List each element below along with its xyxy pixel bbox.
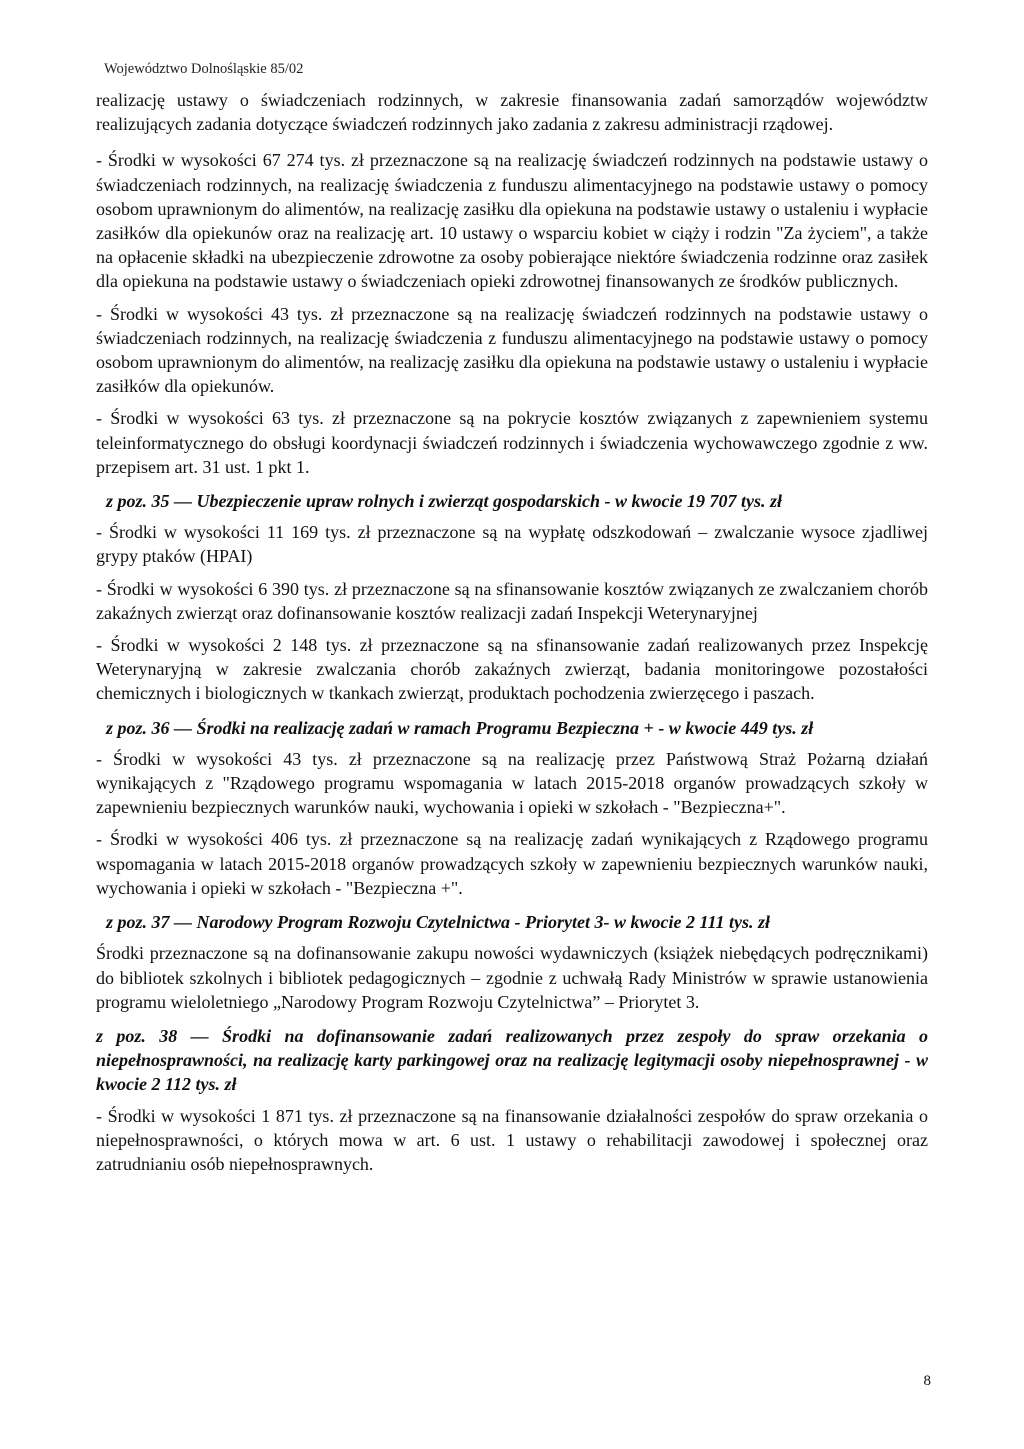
paragraph-funds-63: - Środki w wysokości 63 tys. zł przeznaczone są na pokrycie kosztów związanych z zapewnieniem systemu teleinformatycznego do obsługi koordynacji świadczeń rodzinnych i świadczenia wychowawczego zgodnie z ww. przepisem art. 31 ust. 1 pkt 1. [96,408,928,477]
paragraph-funds-67274: - Środki w wysokości 67 274 tys. zł przeznaczone są na realizację świadczeń rodzinnych na podstawie ustawy o świadczeniach rodzinnych, na realizację świadczenia z funduszu alimentacyjnego na podstawie ustawy o pomocy osobom uprawnionym do alimentów, na realizację zasiłku dla opiekuna na podstawie ustawy o ustaleniu i wypłacie zasiłków dla opiekunów oraz na realizację art. 10 ustawy o wsparciu kobiet w ciąży i rodzin "Za życiem", a także na opłacenie składki na ubezpieczenie zdrowotne za osoby pobierające niektóre świadczenia rodzinne oraz zasiłek dla opiekuna na podstawie ustawy o świadczeniach opieki zdrowotnej finansowanych ze środków publicznych. [96,150,928,292]
paragraph-reading-program: Środki przeznaczone są na dofinansowanie zakupu nowości wydawniczych (książek niebędących podręcznikami) do bibliotek szkolnych i bibliotek pedagogicznych – zgodnie z uchwałą Rady Ministrów w sprawie ustanowienia programu wieloletniego „Narodowy Program Rozwoju Czytelnictwa” – Priorytet 3. [96,943,928,1012]
paragraph-funds-11169: - Środki w wysokości 11 169 tys. zł przeznaczone są na wypłatę odszkodowań – zwalczanie wysoce zjadliwej grypy ptaków (HPAI) [96,522,928,567]
section-heading-37: z poz. 37 — Narodowy Program Rozwoju Czytelnictwa - Priorytet 3- w kwocie 2 111 tys. zł [106,912,771,933]
paragraph-funds-1871: - Środki w wysokości 1 871 tys. zł przeznaczone są na finansowanie działalności zespołów do spraw orzekania o niepełnosprawności, o których mowa w art. 6 ust. 1 ustawy o rehabilitacji zawodowej i społecznej oraz zatrudnianiu osób niepełnosprawnych. [96,1105,928,1174]
paragraph-funds-6390: - Środki w wysokości 6 390 tys. zł przeznaczone są na sfinansowanie kosztów związanych ze zwalczaniem chorób zakaźnych zwierząt oraz dofinansowanie kosztów realizacji zadań Inspekcji Weterynaryjnej [96,578,928,623]
document-body [96,88,928,1184]
paragraph-intro: realizację ustawy o świadczeniach rodzinnych, w zakresie finansowania zadań samorządów województw realizujących zadania dotyczące świadczeń rodzinnych jako zadania z zakresu administracji rządowej. [96,90,928,135]
paragraph-funds-2148: - Środki w wysokości 2 148 tys. zł przeznaczone są na sfinansowanie zadań realizowanych przez Inspekcję Weterynaryjną w zakresie zwalczania chorób zakaźnych zwierząt, badania monitoringowe pozostałości chemicznych i biologicznych w tkankach zwierząt, produktach pochodzenia zwierzęcego i paszach. [96,635,928,704]
paragraph-funds-43-family: - Środki w wysokości 43 tys. zł przeznaczone są na realizację świadczeń rodzinnych na podstawie ustawy o świadczeniach rodzinnych, na realizację świadczenia z funduszu alimentacyjnego na podstawie ustawy o pomocy osobom uprawnionym do alimentów, na realizację zasiłku dla opiekuna na podstawie ustawy o ustaleniu i wypłacie zasiłków dla opiekunów. [96,303,928,397]
paragraph-funds-406: - Środki w wysokości 406 tys. zł przeznaczone są na realizację zadań wynikających z Rządowego programu wspomagania w latach 2015-2018 organów prowadzących szkoły w zapewnieniu bezpiecznych warunków nauki, wychowania i opieki w szkołach - "Bezpieczna +". [96,829,928,898]
section-heading-35: z poz. 35 — Ubezpieczenie upraw rolnych i zwierząt gospodarskich - w kwocie 19 707 tys. zł [106,491,783,512]
section-heading-38: z poz. 38 — Środki na dofinansowanie zadań realizowanych przez zespoły do spraw orzekania o niepełnosprawności, na realizację karty parkingowej oraz na realizację legitymacji osoby niepełnosprawnej - w kwocie 2 112 tys. zł [96,1025,928,1095]
section-heading-36: z poz. 36 — Środki na realizację zadań w ramach Programu Bezpieczna + - w kwocie 449 tys. zł [106,717,814,738]
page-header: Województwo Dolnośląskie 85/02 [104,61,304,77]
page-number: 8 [923,1373,931,1389]
paragraph-funds-43-fire: - Środki w wysokości 43 tys. zł przeznaczone są na realizację przez Państwową Straż Pożarną działań wynikających z "Rządowego programu wspomagania w latach 2015-2018 organów prowadzących szkoły w zapewnieniu bezpiecznych warunków nauki, wychowania i opieki w szkołach - "Bezpieczna+". [96,748,928,818]
